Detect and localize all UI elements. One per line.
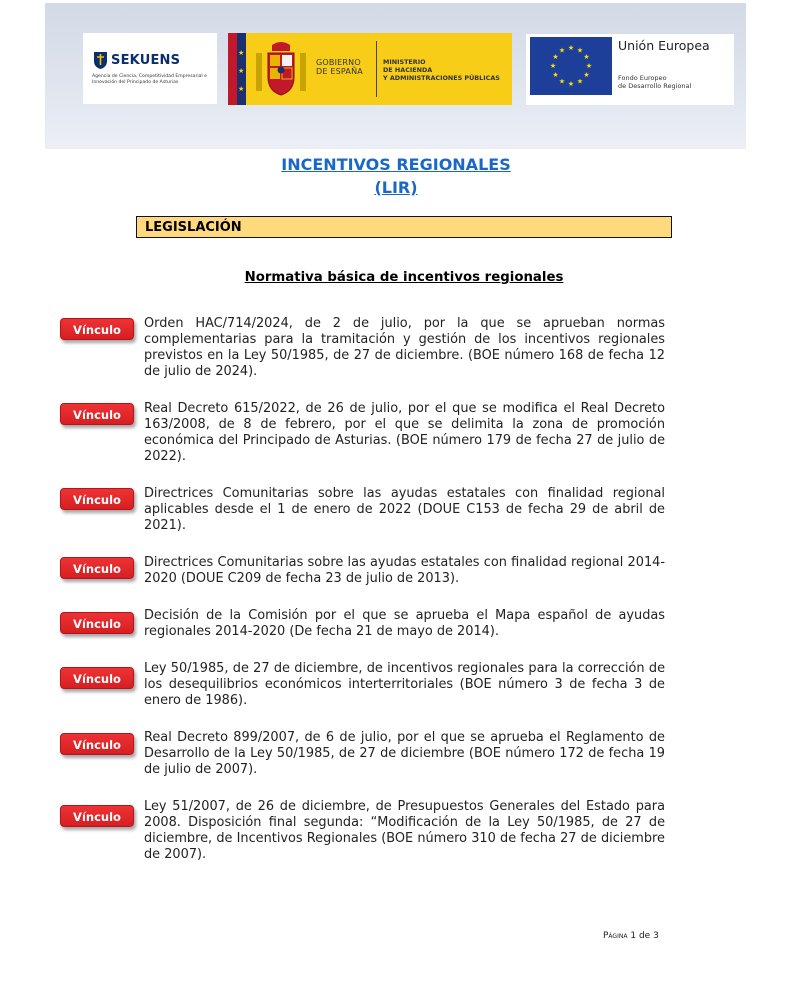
entry-text: Real Decreto 899/2007, de 6 de julio, por el que se aprueba el Reglamento de Desarrollo de la Ley 50/1985, de 27 de diciembre (BOE número 172 de fecha 19 de julio de 2007).: [144, 730, 665, 777]
svg-text:★: ★: [583, 53, 590, 61]
vinculo-link-button[interactable]: Vínculo: [60, 557, 134, 579]
svg-text:★: ★: [558, 77, 566, 86]
union-europea-logo: [526, 34, 734, 105]
section-header-box: [136, 216, 672, 238]
ministry-line2: DE HACIENDA: [383, 66, 433, 74]
gobierno-text: [316, 58, 363, 76]
svg-text:★: ★: [238, 49, 245, 57]
gobierno-espana-logo: [228, 33, 512, 105]
svg-text:★: ★: [567, 80, 575, 88]
footer-of-word: de: [638, 931, 651, 941]
entry-text: Orden HAC/714/2024, de 2 de julio, por la que se aprueban normas complementarias para la tramitación y gestión de los incentivos regionales previstos en la Ley 50/1985, de 27 de diciembre. (BOE número 168 de fecha 12 de julio de 2024).: [144, 316, 665, 379]
gobierno-line1: GOBIERNO: [316, 58, 361, 67]
entry-text: Directrices Comunitarias sobre las ayudas estatales con finalidad regional 2014-2020 (DOUE C209 de fecha 23 de julio de 2013).: [144, 555, 665, 586]
entry-text: Directrices Comunitarias sobre las ayudas estatales con finalidad regional aplicables desde el 1 de enero de 2022 (DOUE C153 de fecha 29 de abril de 2021).: [144, 486, 665, 533]
page-title-line1: INCENTIVOS REGIONALES: [281, 155, 511, 174]
footer-page-word: Página: [603, 931, 628, 941]
svg-text:★: ★: [238, 67, 245, 75]
entry-text: Ley 50/1985, de 27 de diciembre, de incentivos regionales para la corrección de los desequilibrios económicos interterritoriales (BOE número 3 de fecha 3 de enero de 1986).: [144, 661, 665, 708]
svg-text:★: ★: [238, 85, 245, 93]
entry-text: Decisión de la Comisión por el que se aprueba el Mapa español de ayudas regionales 2014-2020 (De fecha 21 de mayo de 2014).: [144, 608, 665, 639]
coat-of-arms-icon: [252, 39, 310, 99]
svg-text:★: ★: [549, 62, 557, 70]
gobierno-line2: DE ESPAÑA: [316, 67, 363, 76]
logo-divider: [376, 41, 377, 97]
svg-text:★: ★: [558, 46, 566, 55]
vinculo-link-button[interactable]: Vínculo: [60, 488, 134, 510]
subheading: Normativa básica de incentivos regionales: [244, 270, 564, 285]
sekuens-name: SEKUENS: [111, 53, 181, 68]
svg-text:★: ★: [552, 71, 559, 79]
eu-flag-icon: [530, 37, 612, 95]
entry-text: Real Decreto 615/2022, de 26 de julio, por el que se modifica el Real Decreto 163/2008, de 8 de febrero, por el que se delimita la zona de promoción económica del Principado de Asturias. (BOE número 179 de fecha 27 de julio de 2022).: [144, 401, 665, 464]
svg-text:★: ★: [576, 46, 584, 55]
vinculo-link-button[interactable]: Vínculo: [60, 805, 134, 827]
vinculo-link-button[interactable]: Vínculo: [60, 733, 134, 755]
vinculo-link-button[interactable]: Vínculo: [60, 612, 134, 634]
vinculo-link-button[interactable]: Vínculo: [60, 318, 134, 340]
entry-text: Ley 51/2007, de 26 de diciembre, de Presupuestos Generales del Estado para 2008. Disposición final segunda: “Modificación de la Ley 50/1985, de 27 de diciembre, de Incentivos Regionales (BOE número 310 de fecha 27 de diciembre de 2007).: [144, 799, 665, 862]
ministry-line3: Y ADMINISTRACIONES PÚBLICAS: [383, 74, 500, 82]
svg-text:★: ★: [576, 77, 584, 86]
vinculo-link-button[interactable]: Vínculo: [60, 403, 134, 425]
page-title-line2: (LIR): [374, 178, 418, 197]
flag-stripe-red: [228, 33, 237, 105]
footer-page-number: 1: [630, 931, 637, 941]
eu-subtitle: [618, 74, 691, 90]
eu-sub-line1: Fondo Europeo: [618, 74, 667, 82]
svg-text:★: ★: [585, 62, 593, 70]
ministry-text: [383, 58, 500, 82]
asturias-shield-icon: [93, 50, 108, 70]
section-label: LEGISLACIÓN: [145, 220, 242, 235]
ministry-line1: MINISTERIO: [383, 58, 426, 66]
svg-text:★: ★: [552, 53, 559, 61]
footer-total-pages: 3: [653, 931, 659, 941]
sekuens-logo: [83, 33, 217, 104]
eu-sub-line2: de Desarrollo Regional: [618, 82, 692, 90]
sekuens-subtitle: Agencia de Ciencia, Competitividad Empresarial e Innovación del Principado de Asturias: [92, 74, 207, 85]
vinculo-link-button[interactable]: Vínculo: [60, 667, 134, 689]
svg-text:★: ★: [583, 71, 590, 79]
page-footer: [603, 931, 659, 941]
eu-stars-icon: [237, 39, 246, 99]
svg-text:★: ★: [567, 44, 575, 52]
page-title: [0, 153, 792, 199]
eu-title: Unión Europea: [618, 38, 710, 53]
